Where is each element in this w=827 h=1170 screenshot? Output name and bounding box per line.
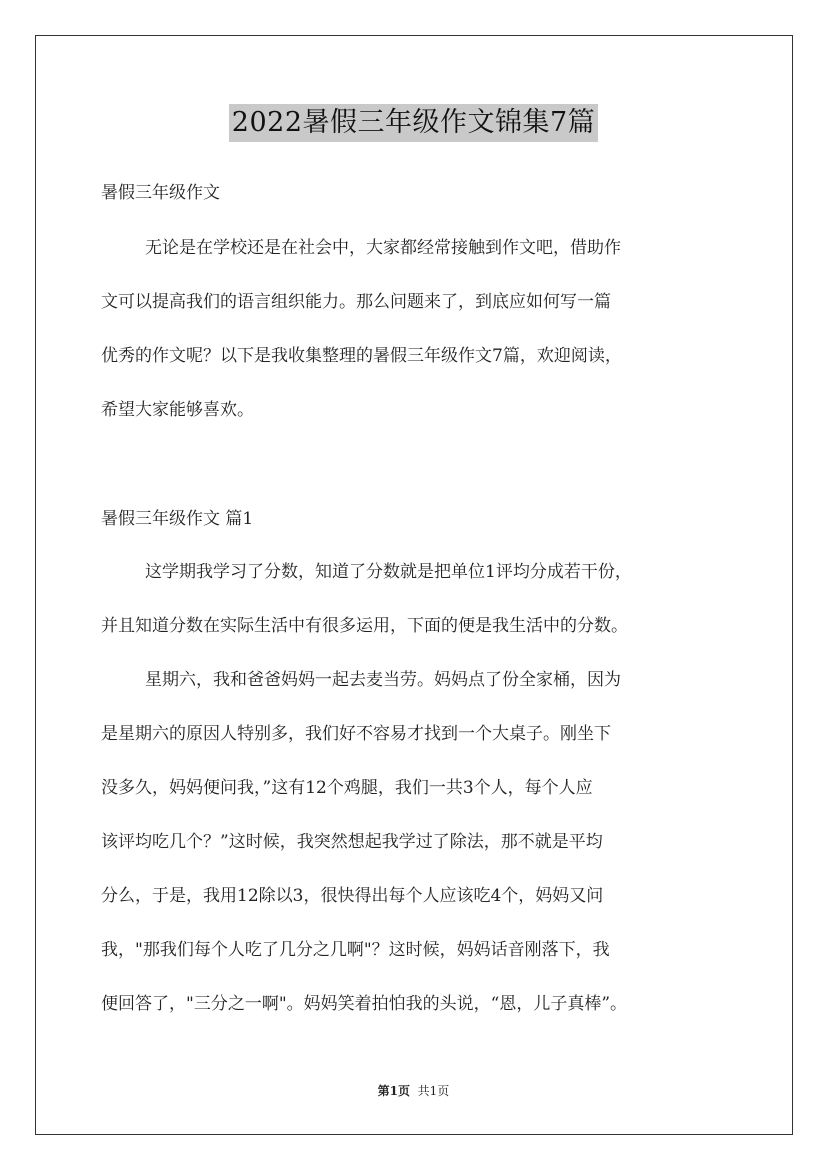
paragraph-line: 便回答了，"三分之一啊"。妈妈笑着拍怕我的头说，“恩，儿子真棒”。 bbox=[101, 994, 628, 1014]
paragraph-line: 无论是在学校还是在社会中，大家都经常接触到作文吧，借助作 bbox=[145, 238, 621, 258]
paragraph-line: 优秀的作文呢？以下是我收集整理的暑假三年级作文7篇，欢迎阅读， bbox=[101, 346, 622, 366]
section-paragraph bbox=[101, 545, 761, 653]
paragraph-line: 分么，于是，我用12除以3，很快得出每个人应该吃4个，妈妈又问 bbox=[101, 886, 604, 906]
paragraph-line: 是星期六的原因人特别多，我们好不容易才找到一个大桌子。刚坐下 bbox=[101, 724, 611, 744]
paragraph-line: 并且知道分数在实际生活中有很多运用，下面的便是我生活中的分数。 bbox=[101, 616, 628, 636]
paragraph-line: 星期六，我和爸爸妈妈一起去麦当劳。妈妈点了份全家桶，因为 bbox=[145, 670, 621, 690]
section-paragraph bbox=[101, 653, 761, 1031]
intro-heading: 暑假三年级作文 bbox=[101, 183, 220, 203]
page-footer bbox=[0, 1082, 827, 1100]
paragraph-line: 希望大家能够喜欢。 bbox=[101, 400, 254, 420]
paragraph-line: 该评均吃几个？”这时候，我突然想起我学过了除法，那不就是平均 bbox=[101, 832, 603, 852]
paragraph-line: 我，"那我们每个人吃了几分之几啊"？这时候，妈妈话音刚落下，我 bbox=[101, 940, 610, 960]
page-number: 第1页 bbox=[377, 1084, 411, 1098]
paragraph-line: 没多久，妈妈便问我，”这有12个鸡腿，我们一共3个人，每个人应 bbox=[101, 778, 593, 798]
section-heading: 暑假三年级作文 篇1 bbox=[101, 509, 254, 529]
page-total: 共1页 bbox=[417, 1084, 450, 1098]
document-title: 2022暑假三年级作文锦集7篇 bbox=[229, 104, 598, 142]
paragraph-line: 这学期我学习了分数，知道了分数就是把单位1评均分成若干份， bbox=[145, 562, 632, 582]
intro-paragraph bbox=[101, 221, 761, 437]
paragraph-line: 文可以提高我们的语言组织能力。那么问题来了，到底应如何写一篇 bbox=[101, 292, 611, 312]
title-container bbox=[0, 104, 827, 142]
